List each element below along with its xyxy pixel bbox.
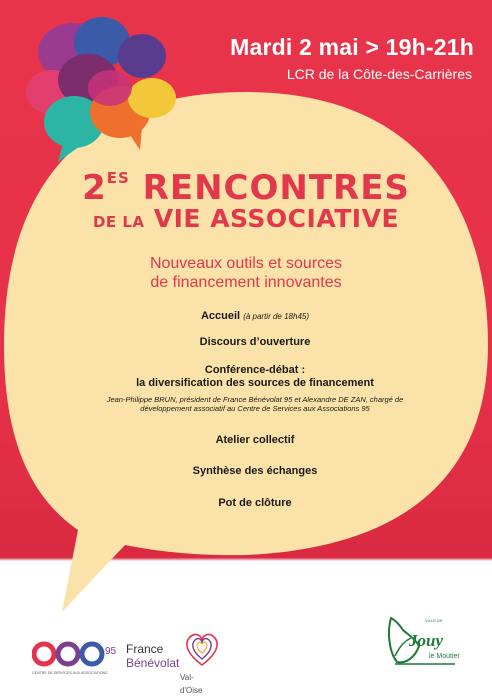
program-accueil [90, 310, 420, 323]
csa95-logo [32, 640, 122, 685]
title-line-2 [0, 204, 492, 233]
subtitle [0, 254, 492, 292]
program-atelier: Atelier collectif [215, 434, 295, 446]
jouy-tree-icon [385, 612, 461, 668]
program-conference [90, 364, 420, 390]
event-venue: LCR de la Côte-des-Carrières [286, 66, 472, 82]
title-vie-associative: VIE ASSOCIATIVE [153, 204, 400, 233]
jouy-le-moutier-logo [385, 612, 461, 673]
hearts-icon [182, 627, 222, 671]
conference-line-1: Conférence-débat : [204, 364, 306, 376]
program-discours: Discours d’ouverture [199, 336, 311, 348]
csa-tagline: CENTRE DE SERVICES AUX ASSOCIATIONS [32, 671, 108, 675]
csa-number: 95 [105, 646, 117, 657]
fb-line-1: France [126, 642, 164, 656]
jouy-top: VILLE DE [425, 618, 443, 623]
subtitle-line-2: de financement innovantes [150, 274, 342, 291]
csa-logo-icon [32, 640, 122, 680]
title-ordinal: 2 [82, 168, 107, 208]
speakers-line-2: développement associatif au Centre de Services aux Associations 95 [140, 404, 370, 413]
jouy-name: Jouy [409, 631, 443, 650]
conference-line-2: la diversification des sources de financement [136, 377, 374, 389]
title-rencontres: RENCONTRES [142, 168, 410, 208]
jouy-bottom: le Moutier [429, 653, 460, 660]
speakers-line-1: Jean-Philippe BRUN, président de France Bénévolat 95 et Alexandre DE ZAN, chargé de [106, 395, 404, 404]
accueil-note: (à partir de 18h45) [243, 312, 310, 321]
fb-line-2: Bénévolat [126, 656, 180, 670]
program-speakers [60, 395, 450, 413]
title-ordinal-suffix: ES [106, 169, 130, 187]
program-synthese: Synthèse des échanges [192, 465, 318, 477]
title-line-1 [0, 168, 492, 208]
subtitle-line-1: Nouveaux outils et sources [149, 255, 343, 272]
title-de-la: DE LA [92, 213, 145, 231]
program-pot: Pot de clôture [218, 497, 292, 509]
accueil-label: Accueil [200, 310, 241, 322]
fb-line-3: Val-d'Oise [180, 673, 203, 695]
event-date-time: Mardi 2 mai > 19h-21h [230, 34, 474, 60]
